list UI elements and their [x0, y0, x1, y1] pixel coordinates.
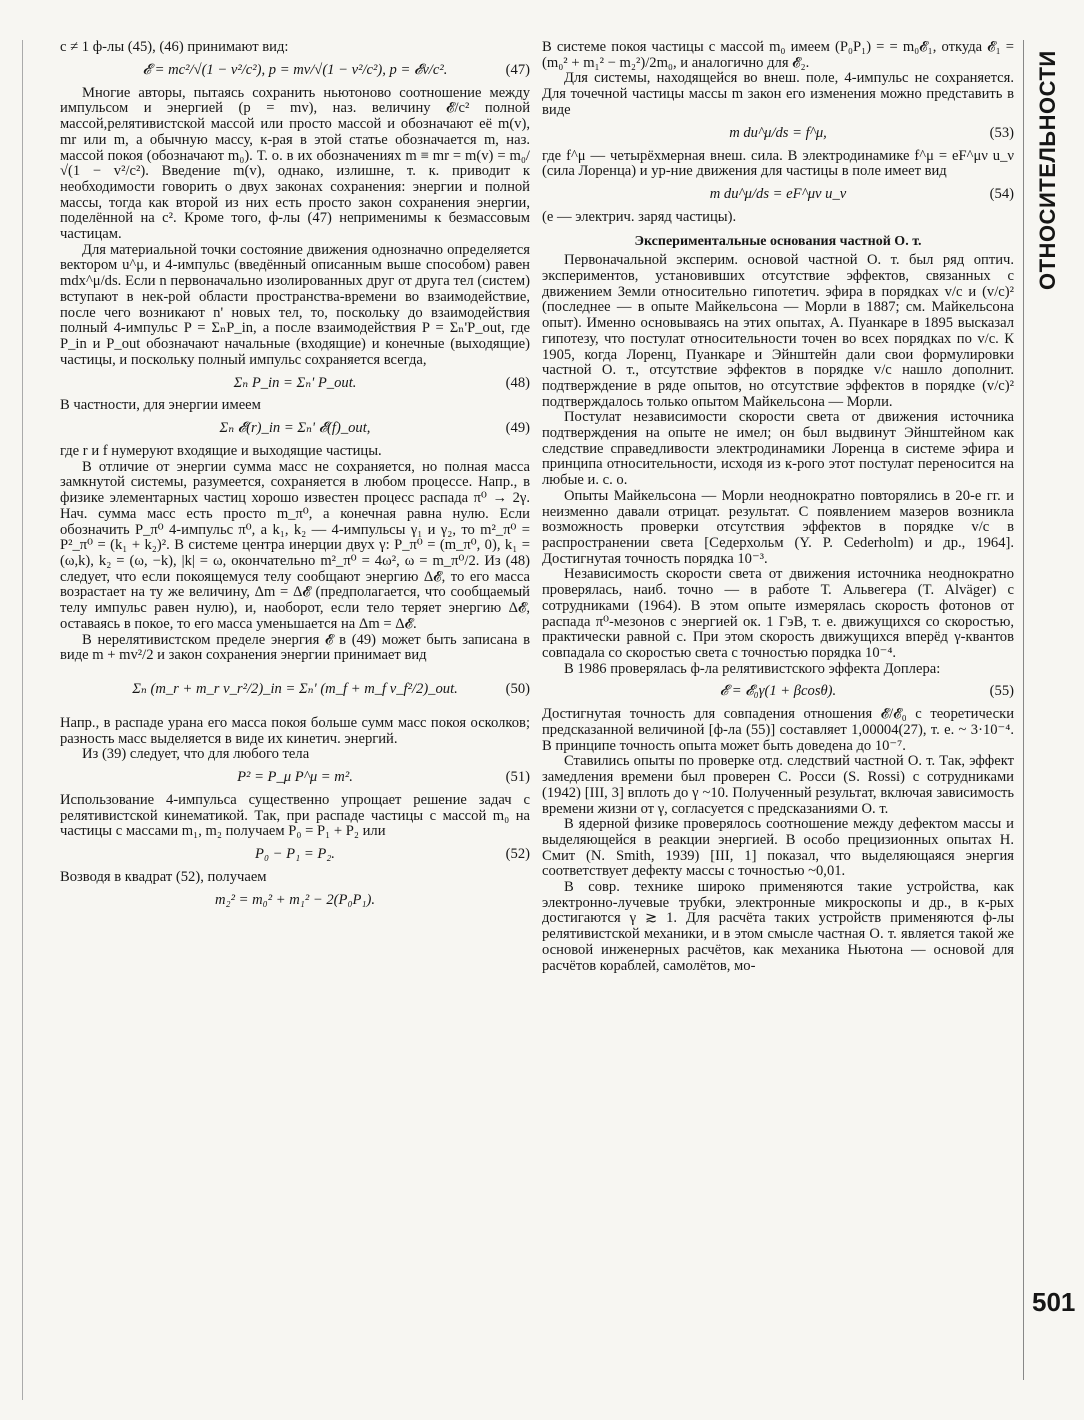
- equation-text: m₂² = m₀² + m₁² − 2(P₀P₁).: [214, 891, 376, 908]
- paragraph: Многие авторы, пытаясь сохранить ньютоново соотношение между импульсом и энергией (p = mv), наз. величину 𝓔/c² полной массой,релятивистской массой или просто массой и обозначают её m(v), mr или m, а обычную массу, к-рая в этой статье обозначается m, наз. массой покоя (обозначают m₀). Т. о. в их обозначениях m ≡ mr = m(v) = m₀/√(1 − v²/c²). Введение m(v), однако, излишне, т. к. приводит к необходимости говорить о двух законах сохранения: энергии и полной массы, тогда как второй из них есть просто закон сохранения энергии, поделённой на c². Кроме того, ф-лы (47) неприменимы к безмассовым частицам.: [60, 84, 530, 243]
- equation-text: m du^μ/ds = f^μ,: [729, 124, 827, 141]
- equation-54: [542, 185, 1014, 205]
- equation-number: (48): [505, 374, 530, 391]
- paragraph: В 1986 проверялась ф-ла релятивистского эффекта Доплера:: [564, 660, 941, 677]
- equation-53: [542, 124, 1014, 144]
- equation-text: m du^μ/ds = eF^μν u_ν: [709, 186, 847, 203]
- equation-number: (55): [989, 683, 1014, 700]
- paragraph: В совр. технике широко применяются такие устройства, как электронно-лучевые трубки, электронные микроскопы и др., в к-рых достигаются γ ≳ 1. Для расчёта таких устройств применяются ф-лы релятивистской механики, и в этом смысле частная О. т. является такой же основой инженерных расчётов, как механика Ньютона — основой для расчётов кораблей, самолётов, мо-: [542, 879, 1014, 974]
- equation-50: [60, 669, 530, 711]
- equation-52: [60, 845, 530, 865]
- paragraph: Из (39) следует, что для любого тела: [82, 746, 310, 763]
- paragraph: Ставились опыты по проверке отд. следствий частной О. т. Так, эффект замедления времени был проверен С. Росси (S. Rossi) с сотрудниками (1942) [III, 3] вплоть до γ ~10. Полученный результат, включая зависимость времени жизни от γ, согласуется с предсказаниями О. т.: [542, 753, 1014, 817]
- equation-text: P² = P_μ P^μ = m².: [237, 769, 353, 786]
- left-margin-rule: [22, 40, 23, 1400]
- paragraph: где r и f нумеруют входящие и выходящие частицы.: [60, 443, 382, 460]
- equation-number: (52): [505, 846, 530, 863]
- equation-number: (51): [505, 769, 530, 786]
- paragraph: Достигнутая точность для совпадения отношения 𝓔/𝓔₀ с теоретически предсказанной величиной [ф-ла (55)] составляет 1,00004(27), т. е. ~ 3·10⁻⁴. В принципе точность опыта может быть доведена до 10⁻⁷.: [542, 706, 1014, 754]
- paragraph: Для материальной точки состояние движения однозначно определяется вектором u^μ, и 4-импульс (введённый описанным выше способом) равен mdx^μ/ds. Если n первоначально изолированных друг от друга тел (систем) вступают в нек-рой области пространства-времени во взаимодействие, после чего возникают n' новых тел, то, поскольку до взаимодействия полный 4-импульс P = ΣₙP_in, а после взаимодействия P = Σₙ'P_out, где P_in и P_out обозначают начальные (входящие) и конечные (выходящие) частицы, и поскольку полный импульс сохраняется всегда,: [60, 241, 530, 368]
- paragraph: В нерелятивистском пределе энергия 𝓔 в (49) может быть записана в виде m + mv²/2 и закон сохранения энергии принимает вид: [60, 631, 530, 664]
- paragraph: Возводя в квадрат (52), получаем: [60, 869, 267, 886]
- equation-number: (49): [505, 420, 530, 437]
- paragraph: Постулат независимости скорости света от движения источника подтверждения на опыте не имел; он был выдвинут Эйнштейном как следствие справедливости электродинамики Лоренца в системе эфира и принципа относительности, исходя из к-рого этот постулат переносится на любые и. с. о.: [542, 409, 1014, 489]
- equation-52-squared: [60, 891, 530, 911]
- equation-text: Σₙ 𝓔(r)_in = Σₙ' 𝓔(f)_out,: [219, 420, 371, 437]
- paragraph: В отличие от энергии сумма масс не сохраняется, но полная масса замкнутой системы, разумеется, сохраняется в любом процессе. Напр., в физике элементарных частиц хорошо известен процесс распада π⁰ → 2γ. Нач. сумма масс есть просто m_π⁰, а конечная равна нулю. Если обозначить P_π⁰ 4-импульс π⁰, а k₁, k₂ — 4-импульсы γ₁ и γ₂, то m²_π⁰ = P²_π⁰ = (k₁ + k₂)². В системе центра инерции двух γ: P_π⁰ = (m_π⁰, 0), k₁ = (ω,k), k₂ = (ω, −k), |k| = ω, окончательно m²_π⁰ = 4ω², ω = m_π⁰/2. Из (48) следует, что если покоящемуся телу сообщают энергию Δ𝓔, то его масса возрастает на ту же величину, Δm = Δ𝓔 (предполагается, что сообщаемый телу импульс равен нулю), и, наоборот, если тело теряет энергию Δ𝓔, оставаясь в покое, то его масса уменьшается на Δm = Δ𝓔.: [60, 458, 530, 632]
- paragraph: Использование 4-импульса существенно упрощает решение задач с релятивистской кинематикой. Так, при распаде частицы с массой m₀ на частицы с массами m₁, m₂ получаем P₀ = P₁ + P₂ или: [60, 792, 530, 840]
- page-number: 501: [1032, 1287, 1076, 1317]
- paragraph: (e — электрич. заряд частицы).: [542, 208, 737, 225]
- side-running-title: ОТНОСИТЕЛЬНОСТИ: [1035, 50, 1060, 290]
- paragraph: Напр., в распаде урана его масса покоя больше сумм масс покоя осколков; разность масс выделяется в виде их кинетич. энергий.: [60, 714, 530, 747]
- right-margin-rule: [1023, 40, 1024, 1380]
- equation-text: P₀ − P₁ = P₂.: [255, 846, 335, 863]
- paragraph: Опыты Майкельсона — Морли неоднократно повторялись в 20-е гг. и неизменно давали отрицат. результат. С появлением мазеров возникла возможность проверки отсутствия эффектов в порядке v/c в распространении света [Седерхольм (Y. P. Cederholm) и др., 1964]. Достигнутая точность порядка 10⁻³.: [542, 487, 1014, 567]
- equation-48: [60, 373, 530, 393]
- paragraph: Независимость скорости света от движения источника неоднократно проверялась, наиб. точно — в работе Т. Альвегера (T. Alväger) с сотрудниками (1964). В этом опыте измерялась скорость фотонов от распада π⁰-мезонов с энергией ок. 1 ГэВ, т. е. движущихся со скоростью, практически равной c. При этом скорость движущихся вперёд γ-квантов совпадала со скоростью света с точностью порядка 10⁻⁴.: [542, 566, 1014, 661]
- left-column: [60, 40, 530, 916]
- equation-text: 𝓔 = 𝓔₀γ(1 + βcosθ).: [719, 683, 837, 700]
- equation-55: [542, 682, 1014, 702]
- equation-47: [60, 61, 530, 81]
- equation-number: (53): [989, 124, 1014, 141]
- equation-number: (54): [989, 186, 1014, 203]
- section-heading: Экспериментальные основания частной О. т.: [634, 233, 922, 249]
- right-column: [542, 40, 1014, 974]
- paragraph: c ≠ 1 ф-лы (45), (46) принимают вид:: [60, 39, 289, 55]
- equation-text: Σₙ (m_r + m_r v_r²/2)_in = Σₙ' (m_f + m_f v_f²/2)_out.: [132, 681, 458, 698]
- equation-49: [60, 419, 530, 439]
- paragraph: Первоначальной эксперим. основой частной О. т. был ряд оптич. экспериментов, установивших отсутствие эффектов, связанных с движением Земли относительно гипотетич. эфира в порядках v/c и (v/c)² (последнее — в опыте Майкельсона — Морли в 1887; см. Майкельсона опыт). Именно основываясь на этих опытах, А. Пуанкаре в 1895 высказал гипотезу, что постулат относительности точен во всех порядках по v/c. К 1905, когда Лоренц, Пуанкаре и Эйнштейн дали свои формулировки частной О. т., отсутствие эффектов в порядке v/c нашло дополнит. подтверждение в ряде опытов, но отсутствие эффектов в порядке (v/c)² подтверждалось только опытом Майкельсона — Морли.: [542, 252, 1014, 410]
- equation-51: [60, 768, 530, 788]
- paragraph: где f^μ — четырёхмерная внеш. сила. В электродинамике f^μ = eF^μν u_ν (сила Лоренца) и ур-ние движения для частицы в поле имеет вид: [542, 147, 1014, 180]
- paragraph: В частности, для энергии имеем: [60, 397, 261, 414]
- paragraph: Для системы, находящейся во внеш. поле, 4-импульс не сохраняется. Для точечной частицы массы m закон его изменения можно представить в виде: [542, 70, 1014, 118]
- equation-number: (50): [505, 681, 530, 698]
- paragraph: В ядерной физике проверялось соотношение между дефектом массы и выделяющейся в реакции энергией. В особо прецизионных опытах Н. Смит (N. Smith, 1939) [III, 1] показал, что выделяющаяся энергия соответствует дефекту массы с точностью ~0,01.: [542, 816, 1014, 880]
- equation-text: Σₙ P_in = Σₙ' P_out.: [233, 374, 357, 391]
- equation-number: (47): [505, 61, 530, 78]
- paragraph: В системе покоя частицы с массой m₀ имеем (P₀P₁) = = m₀𝓔₁, откуда 𝓔₁ = (m₀² + m₁² − m₂²)/2m₀, и аналогично для 𝓔₂.: [542, 39, 1014, 71]
- equation-text: 𝓔 = mc²/√(1 − v²/c²), p = mv/√(1 − v²/c²), p = 𝓔v/c².: [142, 61, 448, 78]
